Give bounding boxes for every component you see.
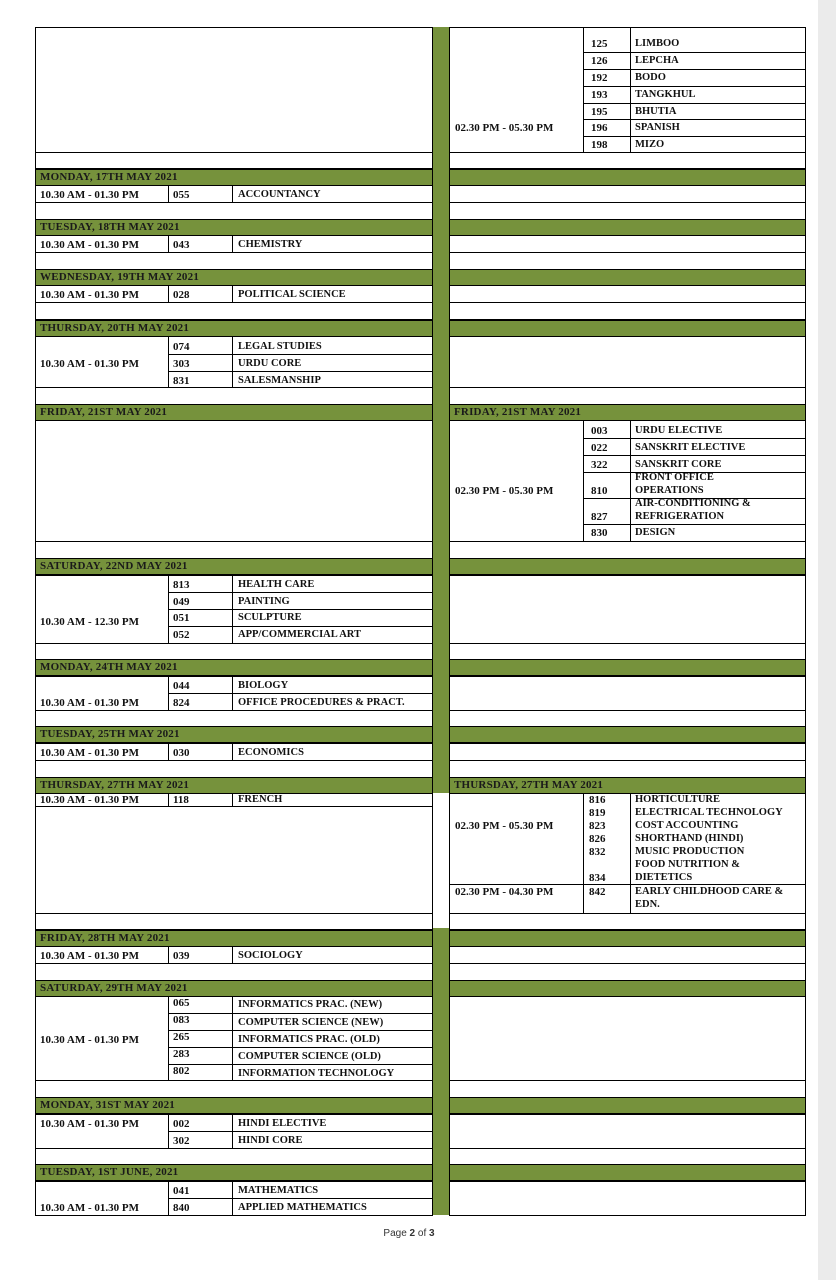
spacer-row <box>449 252 806 270</box>
subject-code: 193 <box>591 89 608 101</box>
date-header: FRIDAY, 21ST MAY 2021 <box>35 404 433 421</box>
subject-code: 840 <box>173 1202 190 1214</box>
subject-code: 083 <box>173 1014 190 1026</box>
spacer-row <box>449 643 806 660</box>
subject-code: 195 <box>591 106 608 118</box>
date-header-empty <box>449 558 806 575</box>
date-header: THURSDAY, 20TH MAY 2021 <box>35 320 433 337</box>
subject-name: APPLIED MATHEMATICS <box>238 1202 367 1213</box>
empty-block <box>449 676 806 711</box>
subject-code: 051 <box>173 612 190 624</box>
time-slot: 10.30 AM - 01.30 PM <box>40 189 139 201</box>
subject-code: 196 <box>591 122 608 134</box>
subject-name: BHUTIA <box>635 106 677 117</box>
subject-name: BODO <box>635 72 666 83</box>
date-header-empty <box>449 659 806 676</box>
date-header-empty <box>449 169 806 186</box>
time-slot: 02.30 PM - 05.30 PM <box>455 820 554 832</box>
subject-code: 074 <box>173 341 190 353</box>
time-slot: 10.30 AM - 01.30 PM <box>40 1202 139 1214</box>
time-slot: 02.30 PM - 05.30 PM <box>455 122 554 134</box>
subject-code: 823 <box>589 820 606 832</box>
subject-name: OPERATIONS <box>635 485 704 496</box>
date-header: WEDNESDAY, 19TH MAY 2021 <box>35 269 433 286</box>
subject-code: 126 <box>591 55 608 67</box>
subject-name: EDN. <box>635 899 660 910</box>
empty-row <box>449 743 806 761</box>
subject-code: 819 <box>589 807 606 819</box>
top-right-box <box>449 27 806 153</box>
date-header: TUESDAY, 18TH MAY 2021 <box>35 219 433 236</box>
spacer-row <box>449 152 806 169</box>
subject-code: 826 <box>589 833 606 845</box>
spacer-row <box>35 760 433 778</box>
subject-name: SALESMANSHIP <box>238 375 321 386</box>
time-slot: 10.30 AM - 01.30 PM <box>40 1118 139 1130</box>
spacer-row <box>449 302 806 320</box>
subject-name: HEALTH CARE <box>238 579 315 590</box>
time-slot: 10.30 AM - 01.30 PM <box>40 950 139 962</box>
time-slot: 10.30 AM - 01.30 PM <box>40 747 139 759</box>
subject-code: 028 <box>173 289 190 301</box>
subject-name: PAINTING <box>238 596 290 607</box>
subject-name: DIETETICS <box>635 872 693 883</box>
date-header: FRIDAY, 21ST MAY 2021 <box>449 404 806 421</box>
subject-name: POLITICAL SCIENCE <box>238 289 346 300</box>
subject-name: DESIGN <box>635 527 676 538</box>
subject-name: ECONOMICS <box>238 747 304 758</box>
subject-name: SCULPTURE <box>238 612 302 623</box>
spacer-row <box>35 1080 433 1098</box>
subject-name: INFORMATION TECHNOLOGY <box>238 1068 395 1079</box>
time-slot: 10.30 AM - 01.30 PM <box>40 239 139 251</box>
date-header: MONDAY, 24TH MAY 2021 <box>35 659 433 676</box>
subject-code: 802 <box>173 1065 190 1077</box>
time-slot: 10.30 AM - 12.30 PM <box>40 616 139 628</box>
column-divider <box>432 27 449 1215</box>
date-header-empty <box>449 219 806 236</box>
empty-block <box>449 996 806 1081</box>
subject-code: 834 <box>589 872 606 884</box>
time-slot: 10.30 AM - 01.30 PM <box>40 289 139 301</box>
page-edge <box>818 0 836 1280</box>
subject-name: INFORMATICS PRAC. (NEW) <box>238 999 383 1010</box>
subject-code: 044 <box>173 680 190 692</box>
subject-name: FRENCH <box>238 794 283 805</box>
subject-name: SOCIOLOGY <box>238 950 303 961</box>
spacer-row <box>35 643 433 660</box>
spacer-row <box>35 252 433 270</box>
subject-name: URDU CORE <box>238 358 302 369</box>
date-header: TUESDAY, 1ST JUNE, 2021 <box>35 1164 433 1181</box>
subject-name: EARLY CHILDHOOD CARE & <box>635 886 784 897</box>
spacer-row <box>35 302 433 320</box>
spacer-row <box>449 387 806 405</box>
subject-code: 302 <box>173 1135 190 1147</box>
subject-name: LEGAL STUDIES <box>238 341 322 352</box>
spacer-row <box>449 1080 806 1098</box>
empty-block <box>449 1114 806 1149</box>
subject-code: 022 <box>591 442 608 454</box>
date-header-empty <box>449 320 806 337</box>
subject-name: LIMBOO <box>635 38 680 49</box>
subject-code: 831 <box>173 375 190 387</box>
subject-code: 832 <box>589 846 606 858</box>
empty-block <box>35 806 433 914</box>
date-header: MONDAY, 17TH MAY 2021 <box>35 169 433 186</box>
subject-name: COMPUTER SCIENCE (OLD) <box>238 1051 381 1062</box>
subject-code: 003 <box>591 425 608 437</box>
spacer-row <box>449 202 806 220</box>
page-number: Page 2 of 3 <box>383 1228 435 1239</box>
date-header: FRIDAY, 28TH MAY 2021 <box>35 930 433 947</box>
date-header: TUESDAY, 25TH MAY 2021 <box>35 726 433 743</box>
subject-name: ACCOUNTANCY <box>238 189 321 200</box>
subject-name: URDU ELECTIVE <box>635 425 723 436</box>
empty-block <box>449 575 806 644</box>
subject-name: HINDI ELECTIVE <box>238 1118 327 1129</box>
spacer-row <box>35 1148 433 1165</box>
empty-block <box>449 336 806 388</box>
subject-name: INFORMATICS PRAC. (OLD) <box>238 1034 380 1045</box>
subject-code: 052 <box>173 629 190 641</box>
date-header: SATURDAY, 22ND MAY 2021 <box>35 558 433 575</box>
subject-name: MUSIC PRODUCTION <box>635 846 745 857</box>
date-header-empty <box>449 726 806 743</box>
empty-row <box>449 946 806 964</box>
date-header-empty <box>449 269 806 286</box>
date-header: MONDAY, 31ST MAY 2021 <box>35 1097 433 1114</box>
spacer-row <box>449 963 806 981</box>
subject-code: 813 <box>173 579 190 591</box>
subject-name: SANSKRIT ELECTIVE <box>635 442 746 453</box>
empty-row <box>449 185 806 203</box>
spacer-row <box>35 913 433 930</box>
spacer-row <box>35 202 433 220</box>
subject-name: APP/COMMERCIAL ART <box>238 629 362 640</box>
date-header: THURSDAY, 27TH MAY 2021 <box>35 777 433 794</box>
subject-code: 198 <box>591 139 608 151</box>
spacer-row <box>449 760 806 778</box>
time-slot: 10.30 AM - 01.30 PM <box>40 697 139 709</box>
subject-code: 065 <box>173 997 190 1009</box>
time-slot: 02.30 PM - 05.30 PM <box>455 485 554 497</box>
subject-code: 039 <box>173 950 190 962</box>
spacer-row <box>35 963 433 981</box>
subject-code: 192 <box>591 72 608 84</box>
subject-name: FOOD NUTRITION & <box>635 859 741 870</box>
spacer-row <box>449 710 806 727</box>
empty-block <box>449 1181 806 1216</box>
subject-code: 283 <box>173 1048 190 1060</box>
top-left-blank-box <box>35 27 433 153</box>
empty-row <box>449 235 806 253</box>
time-slot: 02.30 PM - 04.30 PM <box>455 886 554 898</box>
subject-code: 002 <box>173 1118 190 1130</box>
subject-code: 816 <box>589 794 606 806</box>
date-header-empty <box>449 930 806 947</box>
date-header-empty <box>449 1097 806 1114</box>
subject-name: MIZO <box>635 139 665 150</box>
subject-name: SANSKRIT CORE <box>635 459 722 470</box>
subject-name: MATHEMATICS <box>238 1185 319 1196</box>
subject-code: 842 <box>589 886 606 898</box>
subject-name: REFRIGERATION <box>635 511 725 522</box>
empty-row <box>449 285 806 303</box>
subject-code: 125 <box>591 38 608 50</box>
spacer-row <box>35 541 433 559</box>
subject-name: OFFICE PROCEDURES & PRACT. <box>238 697 405 708</box>
time-slot: 10.30 AM - 01.30 PM <box>40 794 139 806</box>
spacer-row <box>35 710 433 727</box>
date-header: THURSDAY, 27TH MAY 2021 <box>449 777 806 794</box>
subject-name: AIR-CONDITIONING & <box>635 498 751 509</box>
subject-name: COST ACCOUNTING <box>635 820 739 831</box>
subject-name: SPANISH <box>635 122 680 133</box>
subject-code: 827 <box>591 511 608 523</box>
date-header-empty <box>449 980 806 997</box>
subject-code: 055 <box>173 189 190 201</box>
subject-code: 303 <box>173 358 190 370</box>
subject-code: 043 <box>173 239 190 251</box>
subject-code: 322 <box>591 459 608 471</box>
subject-code: 049 <box>173 596 190 608</box>
subject-name: ELECTRICAL TECHNOLOGY <box>635 807 783 818</box>
subject-code: 824 <box>173 697 190 709</box>
divider-gap <box>432 793 449 928</box>
subject-name: HORTICULTURE <box>635 794 721 805</box>
date-header: SATURDAY, 29TH MAY 2021 <box>35 980 433 997</box>
subject-code: 265 <box>173 1031 190 1043</box>
empty-block <box>35 420 433 542</box>
subject-name: SHORTHAND (HINDI) <box>635 833 744 844</box>
subject-name: TANGKHUL <box>635 89 696 100</box>
spacer-row <box>449 541 806 559</box>
subject-code: 030 <box>173 747 190 759</box>
subject-name: FRONT OFFICE <box>635 472 714 483</box>
subject-name: CHEMISTRY <box>238 239 303 250</box>
spacer-row <box>35 152 433 169</box>
time-slot: 10.30 AM - 01.30 PM <box>40 358 139 370</box>
subject-code: 118 <box>173 794 189 806</box>
date-header-empty <box>449 1164 806 1181</box>
subject-name: HINDI CORE <box>238 1135 303 1146</box>
subject-name: COMPUTER SCIENCE (NEW) <box>238 1017 384 1028</box>
spacer-row <box>35 387 433 405</box>
subject-code: 810 <box>591 485 608 497</box>
subject-code: 041 <box>173 1185 190 1197</box>
spacer-row <box>449 913 806 930</box>
subject-name: LEPCHA <box>635 55 679 66</box>
subject-code: 830 <box>591 527 608 539</box>
spacer-row <box>449 1148 806 1165</box>
subject-name: BIOLOGY <box>238 680 289 691</box>
time-slot: 10.30 AM - 01.30 PM <box>40 1034 139 1046</box>
